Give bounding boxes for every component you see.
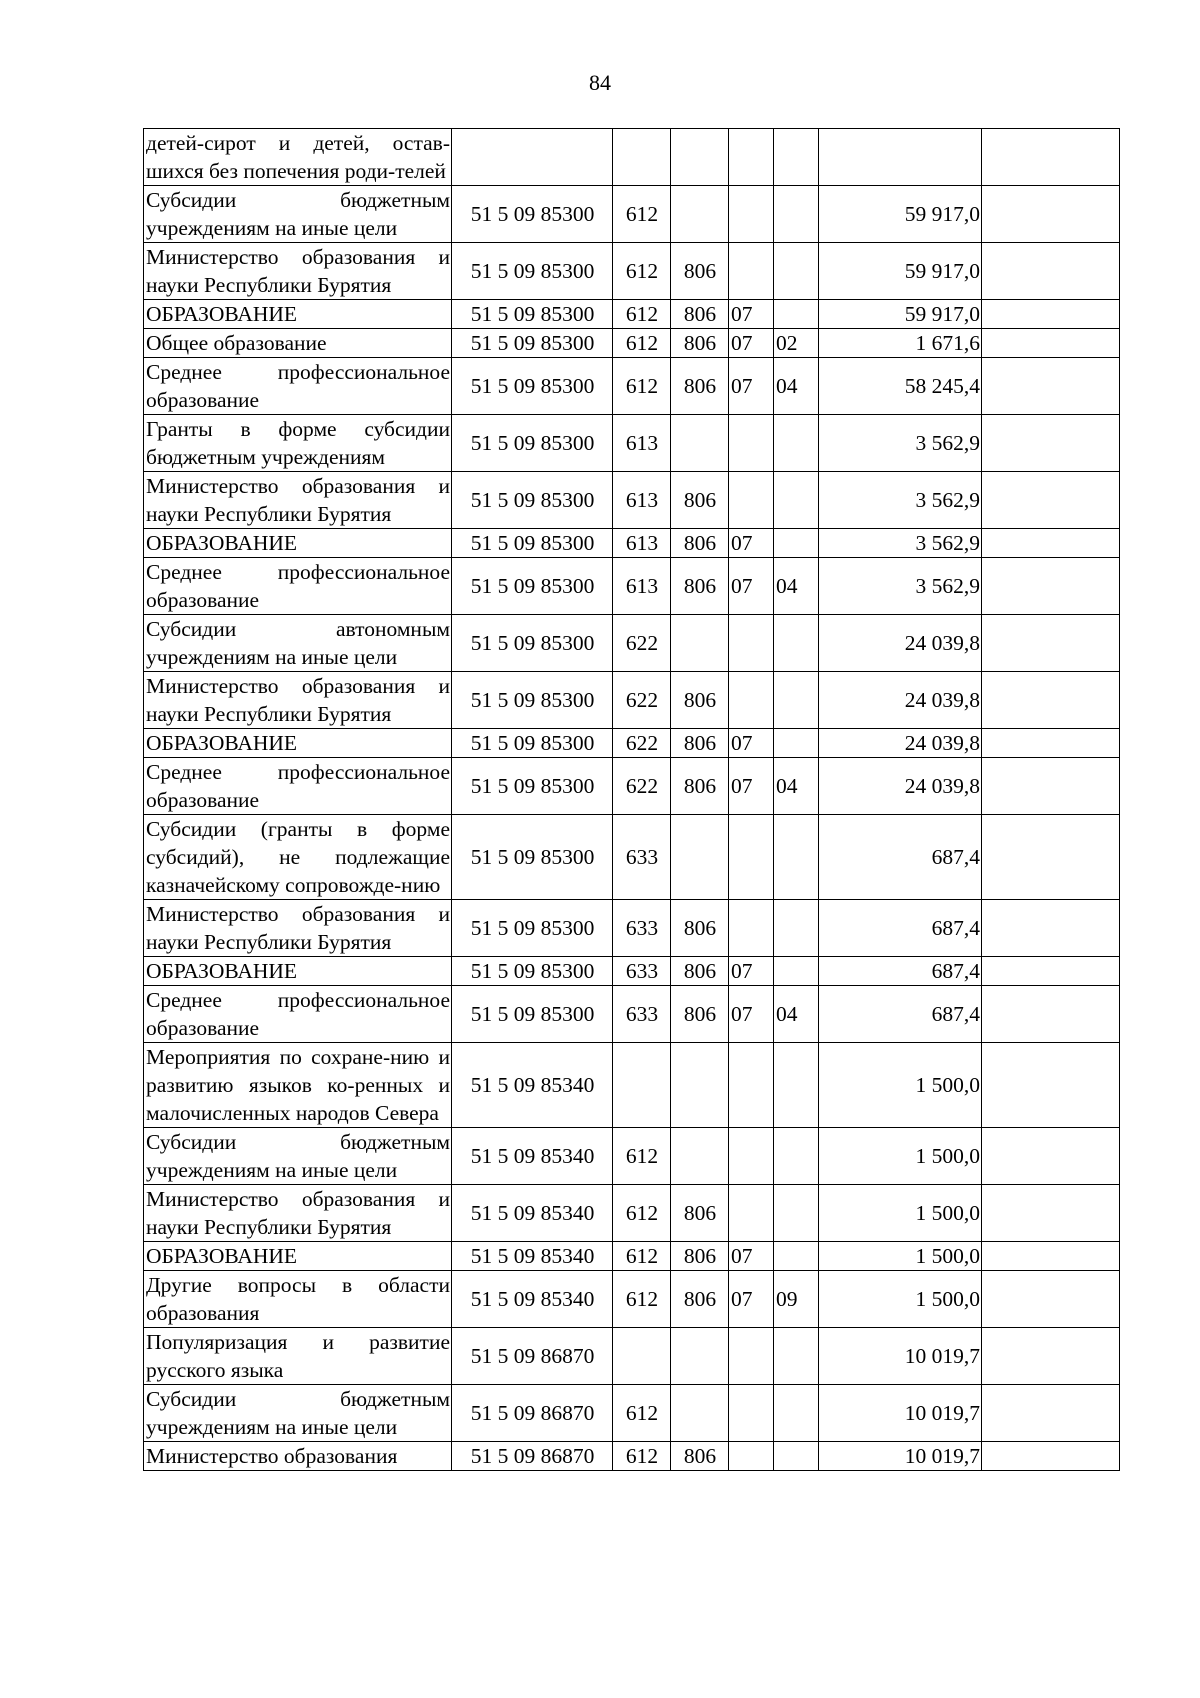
amount-cell: 58 245,4 (819, 358, 982, 415)
table-row (144, 1185, 1120, 1242)
amount-cell: 687,4 (819, 900, 982, 957)
empty-cell (982, 1043, 1120, 1128)
target-article-cell: 51 5 09 85300 (452, 815, 613, 900)
amount-cell: 3 562,9 (819, 558, 982, 615)
subsection-cell (774, 415, 819, 472)
empty-cell (982, 472, 1120, 529)
department-code-cell: 806 (671, 672, 729, 729)
expense-type-cell: 612 (613, 243, 671, 300)
section-cell: 07 (729, 986, 774, 1043)
empty-cell (982, 1328, 1120, 1385)
empty-cell (982, 900, 1120, 957)
department-code-cell: 806 (671, 329, 729, 358)
expense-type-cell: 612 (613, 358, 671, 415)
department-code-cell: 806 (671, 729, 729, 758)
empty-cell (982, 729, 1120, 758)
table-row (144, 129, 1120, 186)
expense-type-cell: 622 (613, 729, 671, 758)
section-cell: 07 (729, 1242, 774, 1271)
table-row (144, 900, 1120, 957)
amount-cell: 3 562,9 (819, 529, 982, 558)
row-name-cell: Министерство образования (144, 1442, 452, 1471)
amount-cell: 59 917,0 (819, 243, 982, 300)
amount-cell: 687,4 (819, 815, 982, 900)
department-code-cell (671, 1385, 729, 1442)
target-article-cell: 51 5 09 86870 (452, 1328, 613, 1385)
amount-cell: 1 500,0 (819, 1043, 982, 1128)
amount-cell: 24 039,8 (819, 758, 982, 815)
empty-cell (982, 986, 1120, 1043)
empty-cell (982, 529, 1120, 558)
section-cell (729, 1043, 774, 1128)
empty-cell (982, 243, 1120, 300)
target-article-cell: 51 5 09 85300 (452, 329, 613, 358)
amount-cell: 24 039,8 (819, 729, 982, 758)
target-article-cell: 51 5 09 85300 (452, 300, 613, 329)
section-cell (729, 1442, 774, 1471)
subsection-cell (774, 186, 819, 243)
empty-cell (982, 1128, 1120, 1185)
subsection-cell (774, 729, 819, 758)
department-code-cell: 806 (671, 758, 729, 815)
empty-cell (982, 672, 1120, 729)
table-row (144, 243, 1120, 300)
table-row (144, 300, 1120, 329)
subsection-cell (774, 1185, 819, 1242)
subsection-cell (774, 300, 819, 329)
section-cell (729, 1185, 774, 1242)
subsection-cell: 04 (774, 558, 819, 615)
subsection-cell (774, 1328, 819, 1385)
target-article-cell: 51 5 09 85300 (452, 415, 613, 472)
department-code-cell (671, 1128, 729, 1185)
amount-cell: 59 917,0 (819, 186, 982, 243)
table-row (144, 529, 1120, 558)
budget-table (143, 128, 1120, 1471)
table-row (144, 358, 1120, 415)
row-name-cell: Министерство образования и науки Республики Бурятия (144, 672, 452, 729)
target-article-cell: 51 5 09 85300 (452, 986, 613, 1043)
subsection-cell (774, 815, 819, 900)
row-name-cell: Субсидии бюджетным учреждениям на иные цели (144, 186, 452, 243)
table-row (144, 1271, 1120, 1328)
empty-cell (982, 358, 1120, 415)
amount-cell: 1 500,0 (819, 1185, 982, 1242)
table-row (144, 186, 1120, 243)
target-article-cell: 51 5 09 85300 (452, 672, 613, 729)
amount-cell: 1 500,0 (819, 1271, 982, 1328)
empty-cell (982, 758, 1120, 815)
empty-cell (982, 1271, 1120, 1328)
section-cell (729, 672, 774, 729)
department-code-cell: 806 (671, 243, 729, 300)
expense-type-cell: 633 (613, 957, 671, 986)
table-row (144, 615, 1120, 672)
expense-type-cell: 613 (613, 472, 671, 529)
section-cell (729, 615, 774, 672)
row-name-cell: Среднее профессиональное образование (144, 358, 452, 415)
department-code-cell: 806 (671, 1242, 729, 1271)
section-cell (729, 900, 774, 957)
target-article-cell: 51 5 09 85300 (452, 186, 613, 243)
row-name-cell: ОБРАЗОВАНИЕ (144, 729, 452, 758)
expense-type-cell (613, 1043, 671, 1128)
target-article-cell: 51 5 09 85300 (452, 758, 613, 815)
department-code-cell: 806 (671, 1442, 729, 1471)
table-row (144, 1242, 1120, 1271)
table-row (144, 1043, 1120, 1128)
target-article-cell: 51 5 09 85340 (452, 1271, 613, 1328)
subsection-cell (774, 529, 819, 558)
page-number: 84 (589, 70, 611, 95)
row-name-cell: ОБРАЗОВАНИЕ (144, 529, 452, 558)
subsection-cell: 04 (774, 758, 819, 815)
empty-cell (982, 186, 1120, 243)
expense-type-cell: 612 (613, 1242, 671, 1271)
empty-cell (982, 300, 1120, 329)
expense-type-cell: 622 (613, 615, 671, 672)
amount-cell: 1 671,6 (819, 329, 982, 358)
expense-type-cell: 612 (613, 1128, 671, 1185)
table-row (144, 1128, 1120, 1185)
section-cell: 07 (729, 358, 774, 415)
table-row (144, 415, 1120, 472)
subsection-cell (774, 957, 819, 986)
row-name-cell: Субсидии бюджетным учреждениям на иные цели (144, 1128, 452, 1185)
target-article-cell: 51 5 09 85300 (452, 529, 613, 558)
subsection-cell (774, 243, 819, 300)
section-cell (729, 415, 774, 472)
table-row (144, 1442, 1120, 1471)
budget-table-body (144, 129, 1120, 1471)
amount-cell: 687,4 (819, 986, 982, 1043)
department-code-cell: 806 (671, 1185, 729, 1242)
section-cell: 07 (729, 329, 774, 358)
row-name-cell: ОБРАЗОВАНИЕ (144, 1242, 452, 1271)
row-name-cell: Министерство образования и науки Республики Бурятия (144, 900, 452, 957)
department-code-cell: 806 (671, 986, 729, 1043)
amount-cell: 59 917,0 (819, 300, 982, 329)
expense-type-cell (613, 1328, 671, 1385)
row-name-cell: ОБРАЗОВАНИЕ (144, 300, 452, 329)
section-cell (729, 472, 774, 529)
row-name-cell: Общее образование (144, 329, 452, 358)
expense-type-cell: 633 (613, 815, 671, 900)
expense-type-cell: 612 (613, 300, 671, 329)
row-name-cell: Министерство образования и науки Республики Бурятия (144, 243, 452, 300)
target-article-cell: 51 5 09 85300 (452, 472, 613, 529)
department-code-cell (671, 615, 729, 672)
expense-type-cell: 612 (613, 1185, 671, 1242)
subsection-cell (774, 129, 819, 186)
empty-cell (982, 415, 1120, 472)
section-cell: 07 (729, 729, 774, 758)
expense-type-cell: 613 (613, 558, 671, 615)
empty-cell (982, 129, 1120, 186)
target-article-cell: 51 5 09 85300 (452, 615, 613, 672)
amount-cell: 10 019,7 (819, 1385, 982, 1442)
section-cell: 07 (729, 1271, 774, 1328)
section-cell: 07 (729, 558, 774, 615)
target-article-cell: 51 5 09 85300 (452, 957, 613, 986)
section-cell: 07 (729, 529, 774, 558)
target-article-cell: 51 5 09 85340 (452, 1128, 613, 1185)
department-code-cell (671, 415, 729, 472)
expense-type-cell (613, 129, 671, 186)
target-article-cell: 51 5 09 85300 (452, 558, 613, 615)
table-row (144, 758, 1120, 815)
row-name-cell: Министерство образования и науки Республики Бурятия (144, 472, 452, 529)
department-code-cell: 806 (671, 472, 729, 529)
subsection-cell (774, 672, 819, 729)
table-row (144, 815, 1120, 900)
empty-cell (982, 1185, 1120, 1242)
expense-type-cell: 612 (613, 329, 671, 358)
target-article-cell (452, 129, 613, 186)
department-code-cell: 806 (671, 358, 729, 415)
target-article-cell: 51 5 09 85300 (452, 243, 613, 300)
amount-cell: 1 500,0 (819, 1128, 982, 1185)
expense-type-cell: 622 (613, 758, 671, 815)
expense-type-cell: 612 (613, 1442, 671, 1471)
row-name-cell: Среднее профессиональное образование (144, 986, 452, 1043)
amount-cell: 10 019,7 (819, 1442, 982, 1471)
empty-cell (982, 1242, 1120, 1271)
section-cell (729, 186, 774, 243)
target-article-cell: 51 5 09 85340 (452, 1043, 613, 1128)
department-code-cell: 806 (671, 1271, 729, 1328)
target-article-cell: 51 5 09 86870 (452, 1385, 613, 1442)
subsection-cell: 09 (774, 1271, 819, 1328)
expense-type-cell: 633 (613, 986, 671, 1043)
empty-cell (982, 957, 1120, 986)
empty-cell (982, 558, 1120, 615)
target-article-cell: 51 5 09 85340 (452, 1242, 613, 1271)
row-name-cell: Среднее профессиональное образование (144, 558, 452, 615)
amount-cell: 1 500,0 (819, 1242, 982, 1271)
table-row (144, 986, 1120, 1043)
target-article-cell: 51 5 09 85340 (452, 1185, 613, 1242)
subsection-cell: 04 (774, 358, 819, 415)
empty-cell (982, 1385, 1120, 1442)
subsection-cell (774, 615, 819, 672)
expense-type-cell: 612 (613, 1385, 671, 1442)
subsection-cell: 02 (774, 329, 819, 358)
section-cell: 07 (729, 957, 774, 986)
row-name-cell: Популяризация и развитие русского языка (144, 1328, 452, 1385)
target-article-cell: 51 5 09 85300 (452, 900, 613, 957)
table-row (144, 957, 1120, 986)
subsection-cell (774, 1043, 819, 1128)
section-cell (729, 243, 774, 300)
section-cell (729, 1385, 774, 1442)
row-name-cell: детей-сирот и детей, остав-шихся без попечения роди-телей (144, 129, 452, 186)
expense-type-cell: 622 (613, 672, 671, 729)
department-code-cell: 806 (671, 558, 729, 615)
expense-type-cell: 612 (613, 1271, 671, 1328)
department-code-cell (671, 129, 729, 186)
department-code-cell (671, 815, 729, 900)
department-code-cell (671, 1043, 729, 1128)
table-row (144, 729, 1120, 758)
subsection-cell (774, 1128, 819, 1185)
expense-type-cell: 613 (613, 529, 671, 558)
section-cell: 07 (729, 758, 774, 815)
subsection-cell (774, 900, 819, 957)
amount-cell: 3 562,9 (819, 472, 982, 529)
table-row (144, 1385, 1120, 1442)
target-article-cell: 51 5 09 85300 (452, 729, 613, 758)
empty-cell (982, 815, 1120, 900)
row-name-cell: Субсидии (гранты в форме субсидий), не подлежащие казначейскому сопровожде-нию (144, 815, 452, 900)
section-cell (729, 1328, 774, 1385)
section-cell (729, 815, 774, 900)
amount-cell: 687,4 (819, 957, 982, 986)
expense-type-cell: 612 (613, 186, 671, 243)
subsection-cell (774, 472, 819, 529)
table-row (144, 472, 1120, 529)
empty-cell (982, 1442, 1120, 1471)
row-name-cell: Министерство образования и науки Республики Бурятия (144, 1185, 452, 1242)
section-cell: 07 (729, 300, 774, 329)
empty-cell (982, 615, 1120, 672)
section-cell (729, 1128, 774, 1185)
expense-type-cell: 613 (613, 415, 671, 472)
amount-cell: 10 019,7 (819, 1328, 982, 1385)
row-name-cell: Другие вопросы в области образования (144, 1271, 452, 1328)
subsection-cell (774, 1442, 819, 1471)
target-article-cell: 51 5 09 86870 (452, 1442, 613, 1471)
department-code-cell: 806 (671, 529, 729, 558)
row-name-cell: ОБРАЗОВАНИЕ (144, 957, 452, 986)
subsection-cell (774, 1385, 819, 1442)
section-cell (729, 129, 774, 186)
row-name-cell: Среднее профессиональное образование (144, 758, 452, 815)
department-code-cell: 806 (671, 957, 729, 986)
row-name-cell: Субсидии бюджетным учреждениям на иные цели (144, 1385, 452, 1442)
row-name-cell: Субсидии автономным учреждениям на иные цели (144, 615, 452, 672)
table-row (144, 1328, 1120, 1385)
table-row (144, 672, 1120, 729)
expense-type-cell: 633 (613, 900, 671, 957)
department-code-cell: 806 (671, 300, 729, 329)
empty-cell (982, 329, 1120, 358)
amount-cell (819, 129, 982, 186)
department-code-cell: 806 (671, 900, 729, 957)
department-code-cell (671, 1328, 729, 1385)
table-row (144, 329, 1120, 358)
table-row (144, 558, 1120, 615)
subsection-cell: 04 (774, 986, 819, 1043)
amount-cell: 3 562,9 (819, 415, 982, 472)
amount-cell: 24 039,8 (819, 615, 982, 672)
row-name-cell: Мероприятия по сохране-нию и развитию языков ко-ренных и малочисленных народов Севера (144, 1043, 452, 1128)
target-article-cell: 51 5 09 85300 (452, 358, 613, 415)
amount-cell: 24 039,8 (819, 672, 982, 729)
row-name-cell: Гранты в форме субсидии бюджетным учреждениям (144, 415, 452, 472)
subsection-cell (774, 1242, 819, 1271)
department-code-cell (671, 186, 729, 243)
